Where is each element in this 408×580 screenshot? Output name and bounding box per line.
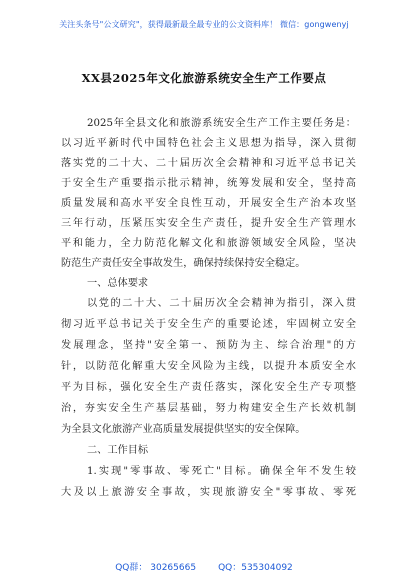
body-line-13: 平为目标，强化安全生产责任落实，深化安全生产专项整 (61, 382, 356, 393)
body-line-2: 以习近平新时代中国特色社会主义思想为指导，深入贯彻 (61, 138, 356, 149)
body-line-12: 针，以防范化解重大安全风险为主线，以提升本质安全水 (61, 361, 356, 372)
body-line-8: 防范生产责任安全事故发生，确保持续保持安全稳定。 (61, 258, 306, 269)
body-line-10: 彻习近平总书记关于安全生产的重要论述，牢固树立安全 (61, 319, 356, 330)
header-banner: 关注头条号"公文研究"，获得最新最全最专业的公文资料库！ 微信：gongwenyj (59, 20, 349, 29)
footer-contact (0, 560, 408, 573)
body-line-11: 发展理念，坚持"安全第一、预防为主、综合治理"的方 (61, 340, 356, 351)
section-heading-1: 一、总体要求 (87, 278, 149, 289)
document-title: XX县2025年文化旅游系统安全生产工作要点 (81, 71, 327, 85)
footer-qq-group: QQ群： 30265665 (115, 563, 197, 573)
body-line-5: 质量发展和高水平安全良性互动，开展安全生产治本攻坚 (61, 198, 356, 209)
body-line-4: 于安全生产重要指示批示精神，统筹发展和安全，坚持高 (61, 178, 356, 189)
body-line-6: 三年行动，压紧压实安全生产责任，提升安全生产管理水 (61, 218, 356, 229)
section-heading-2: 二、工作目标 (87, 445, 149, 456)
body-line-3: 落实党的二十大、二十届历次全会精神和习近平总书记关 (61, 158, 356, 169)
body-line-1: 2025年全县文化和旅游系统安全生产工作主要任务是： (87, 118, 356, 129)
body-line-9: 以党的二十大、二十届历次全会精神为指引，深入贯 (87, 298, 356, 309)
body-line-16: 1.实现"零事故、零死亡"目标。确保全年不发生较 (87, 466, 356, 477)
footer-qq-number: QQ：535304092 (218, 563, 293, 573)
body-line-14: 治，夯实安全生产基层基础，努力构建安全生产长效机制 (61, 403, 356, 414)
body-line-17: 大及以上旅游安全事故，实现旅游安全"零事故、零死 (61, 487, 356, 498)
body-line-15: 为全县文化旅游产业高质量发展提供坚实的安全保障。 (61, 424, 306, 435)
body-line-7: 平和能力，全力防范化解文化和旅游领域安全风险，坚决 (61, 238, 356, 249)
